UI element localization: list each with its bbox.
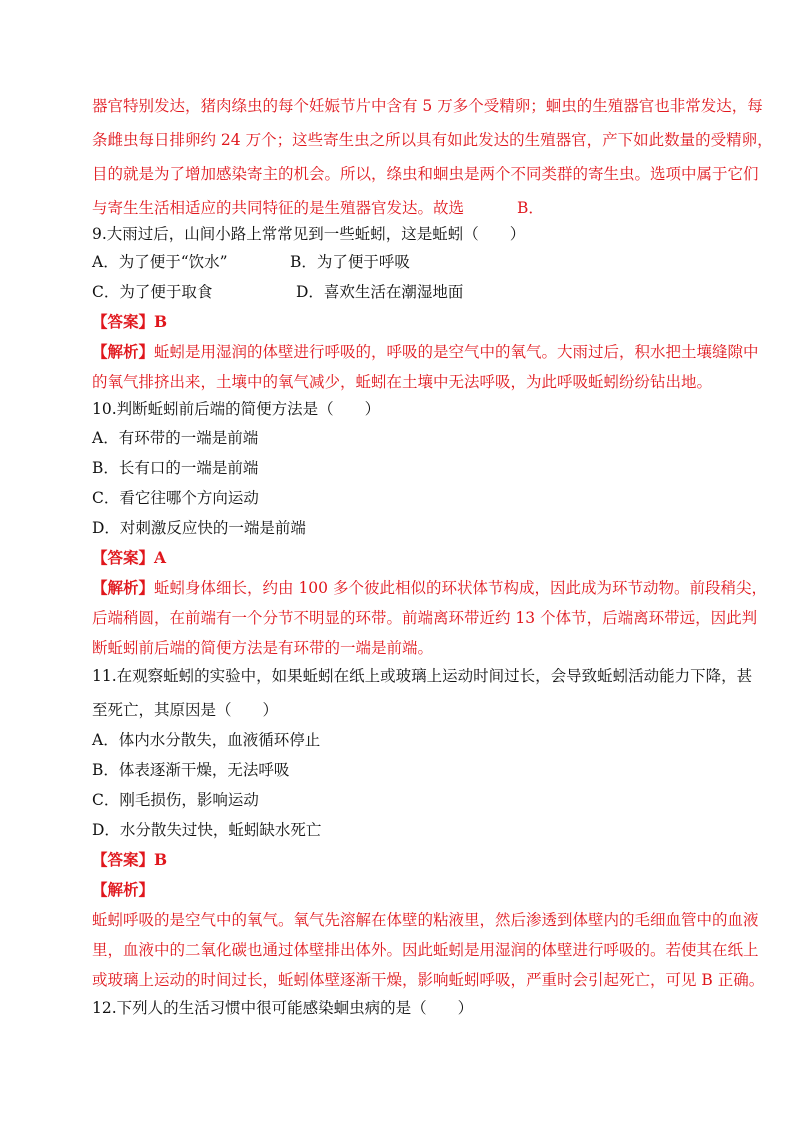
q9-analysis-line-2: 的氧气排挤出来，土壤中的氧气减少，蚯蚓在土壤中无法呼吸，为此呼吸蚯蚓纷纷钻出地。 [92, 373, 713, 391]
q11-option-a: A．体内水分散失，血液循环停止 [92, 731, 321, 749]
q10-analysis-line-3: 断蚯蚓前后端的简便方法是有环带的一端是前端。 [92, 639, 434, 657]
q9-answer [92, 312, 167, 332]
intro-line-4: 与寄生生活相适应的共同特征的是生殖器官发达。故选 [92, 199, 465, 217]
intro-line-1: 器官特别发达，猪肉绦虫的每个妊娠节片中含有 5 万多个受精卵；蛔虫的生殖器官也非常发达，每 [92, 97, 763, 115]
q9-option-d: D．喜欢生活在潮湿地面 [296, 283, 464, 301]
q11-analysis-line-2: 里，血液中的二氧化碳也通过体壁排出体外。因此蚯蚓是用湿润的体壁进行呼吸的。若使其在纸上 [92, 941, 759, 959]
q11-answer [92, 850, 167, 870]
intro-final-letter: B． [517, 199, 544, 217]
q9-question: 9.大雨过后，山间小路上常常见到一些蚯蚓，这是蚯蚓（ ） [92, 225, 526, 243]
q10-analysis-line-2: 后端稍圆，在前端有一个分节不明显的环带。前端离环带近约 13 个体节，后端离环带远，因此判 [92, 609, 758, 627]
q9-answer-value: B [154, 312, 168, 331]
q12-question: 12.下列人的生活习惯中很可能感染蛔虫病的是（ ） [92, 999, 474, 1017]
q9-analysis-line-1 [92, 342, 759, 362]
q9-analysis-tag: 【解析】 [92, 342, 155, 361]
intro-line-3: 目的就是为了增加感染寄主的机会。所以，绦虫和蛔虫是两个不同类群的寄生虫。选项中属于它们 [92, 165, 759, 183]
q10-answer [92, 548, 166, 568]
q9-option-b: B．为了便于呼吸 [290, 253, 410, 271]
q10-answer-value: A [154, 548, 167, 567]
q10-option-d: D．对刺激反应快的一端是前端 [92, 519, 306, 537]
q11-option-b: B．体表逐渐干燥，无法呼吸 [92, 761, 290, 779]
q10-analysis-line-1 [92, 578, 767, 598]
q11-analysis-tag: 【解析】 [92, 880, 155, 899]
q9-option-a: A．为了便于“饮水” [92, 253, 228, 271]
q11-option-d: D．水分散失过快，蚯蚓缺水死亡 [92, 821, 322, 839]
q9-option-c: C．为了便于取食 [92, 283, 213, 301]
q10-option-a: A．有环带的一端是前端 [92, 429, 259, 447]
q10-answer-tag: 【答案】 [92, 548, 155, 567]
q10-option-c: C．看它往哪个方向运动 [92, 489, 259, 507]
q10-analysis-text-1: 蚯蚓身体细长，约由 100 多个彼此相似的环状体节构成，因此成为环节动物。前段稍尖， [154, 579, 767, 597]
q11-answer-value: B [154, 850, 168, 869]
q10-option-b: B．长有口的一端是前端 [92, 459, 259, 477]
q11-analysis-line-3: 或玻璃上运动的时间过长，蚯蚓体壁逐渐干燥，影响蚯蚓呼吸，严重时会引起死亡，可见 B 正确。 [92, 971, 765, 989]
q11-question-line-2: 至死亡，其原因是（ ） [92, 701, 279, 719]
q11-question-line-1: 11.在观察蚯蚓的实验中，如果蚯蚓在纸上或玻璃上运动时间过长，会导致蚯蚓活动能力下降，甚 [92, 667, 753, 685]
intro-line-2: 条雌虫每日排卵约 24 万个；这些寄生虫之所以具有如此发达的生殖器官，产下如此数量的受精卵， [92, 131, 773, 149]
q11-answer-tag: 【答案】 [92, 850, 155, 869]
q10-analysis-tag: 【解析】 [92, 578, 155, 597]
q10-question: 10.判断蚯蚓前后端的简便方法是（ ） [92, 400, 381, 418]
q9-answer-tag: 【答案】 [92, 312, 155, 331]
q11-option-c: C．刚毛损伤，影响运动 [92, 791, 259, 809]
q9-analysis-text-1: 蚯蚓是用湿润的体壁进行呼吸的，呼吸的是空气中的氧气。大雨过后，积水把土壤缝隙中 [154, 343, 759, 361]
q11-analysis-line-1: 蚯蚓呼吸的是空气中的氧气。氧气先溶解在体壁的粘液里，然后渗透到体壁内的毛细血管中的血液 [92, 911, 759, 929]
